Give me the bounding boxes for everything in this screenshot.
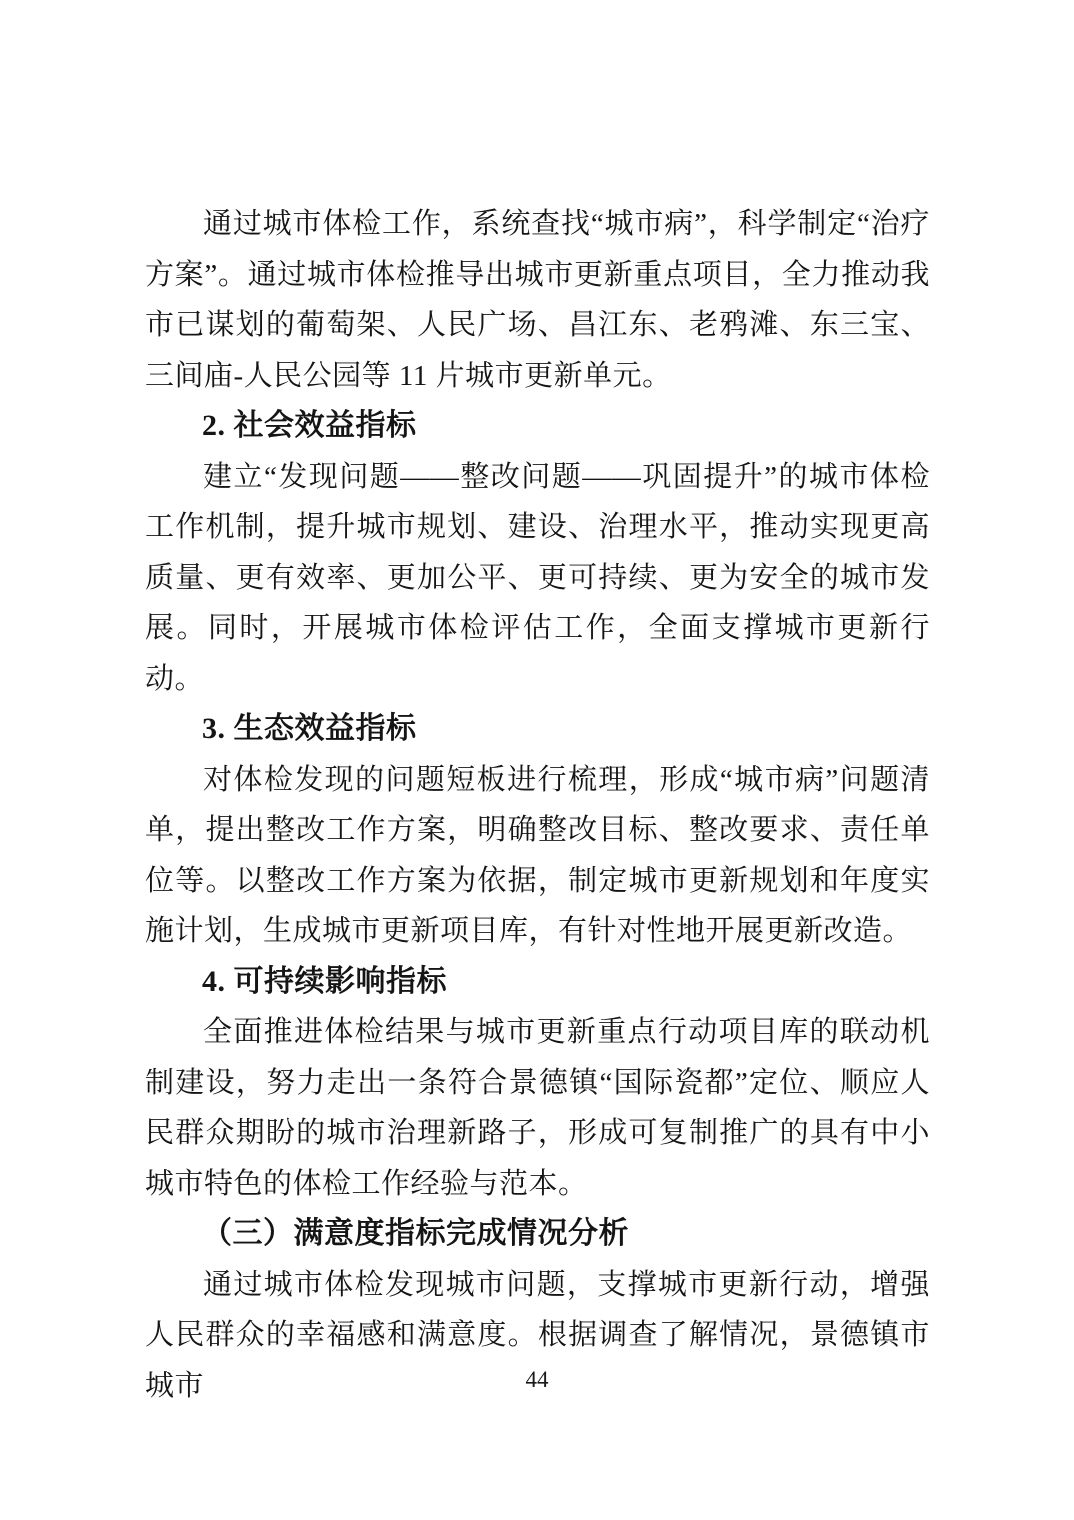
heading-social-benefit-indicator: 2. 社会效益指标	[202, 409, 417, 442]
paragraph-sustainable-impact: 全面推进体检结果与城市更新重点行动项目库的联动机制建设，努力走出一条符合景德镇“国际瓷都”定位、顺应人民群众期盼的城市治理新路子，形成可复制推广的具有中小城市特色的体检工作经验与范本。	[145, 1016, 930, 1200]
page-number: 44	[525, 1367, 549, 1392]
paragraph-social-benefit: 建立“发现问题——整改问题——巩固提升”的城市体检工作机制，提升城市规划、建设、治理水平，推动实现更高质量、更有效率、更加公平、更可持续、更为安全的城市发展。同时，开展城市体检评估工作，全面支撑城市更新行动。	[145, 460, 930, 695]
heading-ecological-benefit-indicator: 3. 生态效益指标	[202, 712, 417, 745]
paragraph-economic-benefit: 通过城市体检工作，系统查找“城市病”，科学制定“治疗方案”。通过城市体检推导出城市更新重点项目，全力推动我市已谋划的葡萄架、人民广场、昌江东、老鸦滩、东三宝、三间庙-人民公园等 11 片城市更新单元。	[145, 208, 930, 392]
heading-sustainable-impact-indicator: 4. 可持续影响指标	[202, 964, 447, 998]
document-body	[145, 199, 930, 1411]
heading-satisfaction-indicator-analysis: （三）满意度指标完成情况分析	[202, 1217, 629, 1250]
paragraph-satisfaction-analysis: 通过城市体检发现城市问题，支撑城市更新行动，增强人民群众的幸福感和满意度。根据调查了解情况，景德镇市城市	[145, 1268, 930, 1402]
page-footer	[0, 1366, 1074, 1394]
paragraph-ecological-benefit: 对体检发现的问题短板进行梳理，形成“城市病”问题清单，提出整改工作方案，明确整改目标、整改要求、责任单位等。以整改工作方案为依据，制定城市更新规划和年度实施计划，生成城市更新项目库，有针对性地开展更新改造。	[145, 763, 930, 947]
